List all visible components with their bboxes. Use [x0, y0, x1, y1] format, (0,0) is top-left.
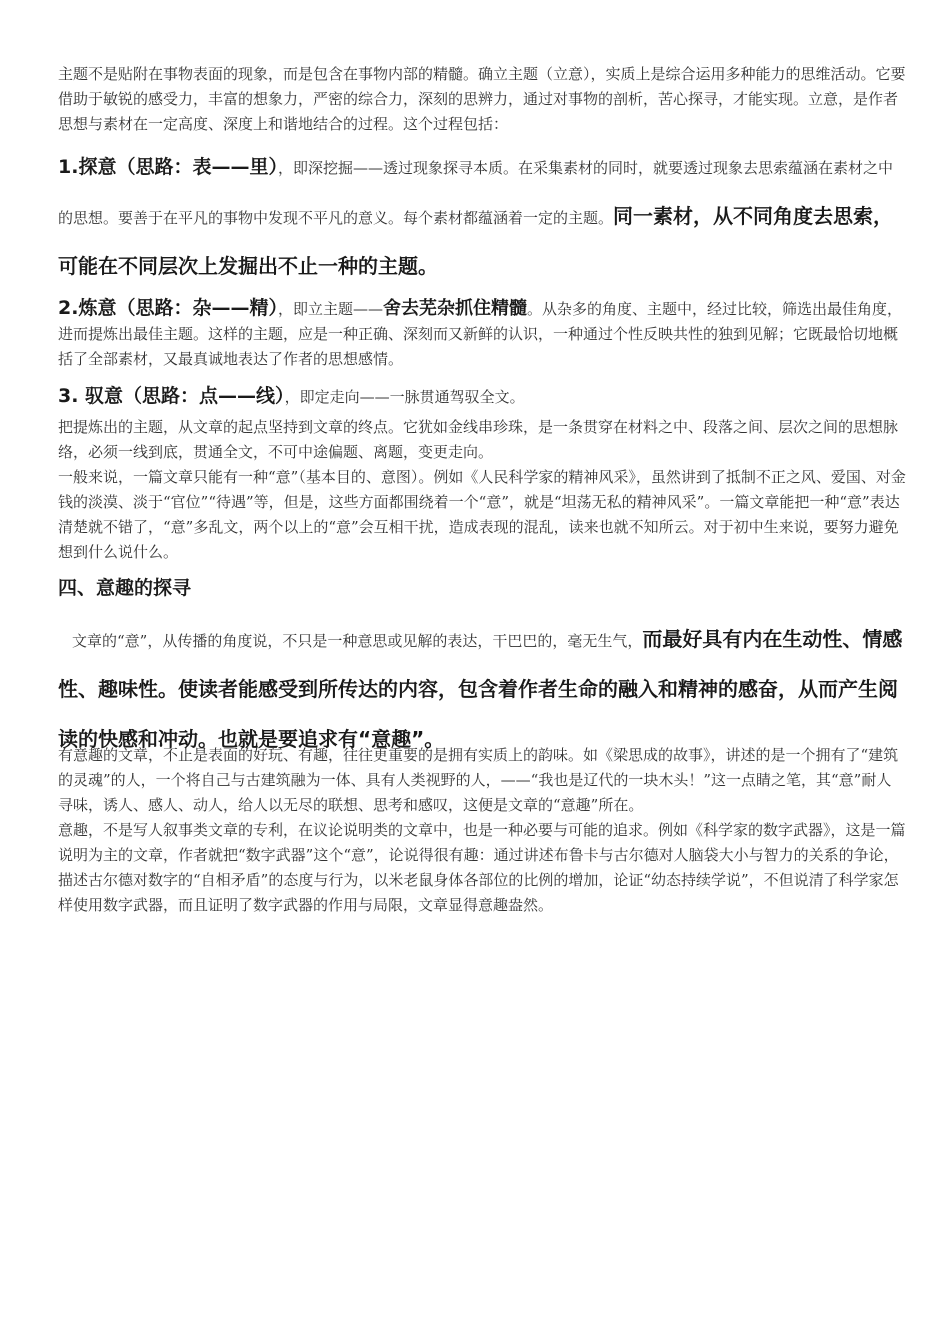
section-2-text-cont: 。从杂多的角度、主题中，经过比较，筛选出最佳角度，进而提炼出最佳主题。这样的主题，应是一种正确、深刻而又新鲜的认识，一种通过个性反映共性的独到见解；它既最恰切地概括了全部素材，又最真诚地表达了作者的思想感情。	[58, 300, 902, 368]
section-2-text: ，即立主题——	[277, 300, 383, 318]
section-1-emphasis: 同一素材，从不同角度去思索，可能在不同层次上发掘出不止一种的主题。	[58, 204, 894, 278]
single-intent-paragraph: 一般来说，一篇文章只能有一种“意”（基本目的、意图）。例如《人民科学家的精神风采》，虽然讲到了抵制不正之风、爱国、对金钱的淡漠、淡于“官位”“待遇”等，但是，这些方面都围绕着一个“意”，就是“坦荡无私的精神风采”。一篇文章能把一种“意”表达清楚就不错了，“意”多乱文，两个以上的“意”会互相干扰，造成表现的混乱，读来也就不知所云。对于初中生来说，要努力避免想到什么说什么。	[58, 468, 906, 561]
section-1-heading: 1.探意（思路：表——里）	[58, 156, 278, 178]
interest-text: 文章的“意”，从传播的角度说，不只是一种意思或见解的表达，干巴巴的，毫无生气，	[72, 632, 643, 650]
interest-paragraph-cont: 有意趣的文章，不止是表面的好玩、有趣，往往更重要的是拥有实质上的韵味。如《梁思成的故事》，讲述的是一个拥有了“建筑的灵魂”的人，一个将自己与古建筑融为一体、具有人类视野的人，——“我也是辽代的一块木头！”这一点睛之笔，其“意”耐人寻味，诱人、感人、动人，给人以无尽的联想、思考和感叹，这便是文章的“意趣”所在。	[58, 746, 899, 814]
section-1-text: ，即深挖掘——透过现象探寻本质。在采集素材的同时，就要透过现象去思索蕴涵在素材之中的思想。要善于在平凡的事物中发现不平凡的意义。每个素材都蕴涵着一定的主题。	[58, 159, 893, 227]
section-2-paragraph	[58, 296, 906, 372]
document-page	[58, 62, 906, 918]
section-2-emphasis: 舍去芜杂抓住精髓	[382, 298, 527, 319]
theme-thread-paragraph: 把提炼出的主题，从文章的起点坚持到文章的终点。它犹如金线串珍珠，是一条贯穿在材料之中、段落之间、层次之间的思想脉络，必须一线到底，贯通全文，不可中途偏题、离题，变更走向。	[58, 418, 899, 461]
section-4-title: 四、意趣的探寻	[58, 577, 192, 599]
section-3-text: ，即定走向——一脉贯通驾驭全文。	[284, 388, 525, 406]
section-3-heading: 3. 驭意（思路：点——线）	[58, 385, 285, 407]
interest-emphasis: 而最好具有内在生动性、情感性、趣味性。使读者能感受到所传达的内容，包含着作者生命的融入和精神的感奋，从而产生阅读的快感和冲动。也就是要追求有“意趣”。	[58, 627, 903, 751]
section-1-paragraph	[58, 143, 906, 292]
section-3-paragraph	[58, 382, 906, 411]
interest-example-paragraph: 意趣，不是写人叙事类文章的专利，在议论说明类的文章中，也是一种必要与可能的追求。例如《科学家的数字武器》，这是一篇说明为主的文章，作者就把“数字武器”这个“意”，论说得很有趣：通过讲述布鲁卡与古尔德对人脑袋大小与智力的关系的争论，描述古尔德对数字的“自相矛盾”的态度与行为，以米老鼠身体各部位的比例的增加，论证“幼态持续学说”，不但说清了科学家怎样使用数字武器，而且证明了数字武器的作用与局限，文章显得意趣盎然。	[58, 821, 906, 914]
section-2-heading: 2.炼意（思路：杂——精）	[58, 297, 278, 319]
intro-paragraph: 主题不是贴附在事物表面的现象，而是包含在事物内部的精髓。确立主题（立意），实质上是综合运用多种能力的思维活动。它要借助于敏锐的感受力，丰富的想象力，严密的综合力，深刻的思辨力，通过对事物的剖析，苦心探寻，才能实现。立意，是作者思想与素材在一定高度、深度上和谐地结合的过程。这个过程包括：	[58, 65, 906, 133]
